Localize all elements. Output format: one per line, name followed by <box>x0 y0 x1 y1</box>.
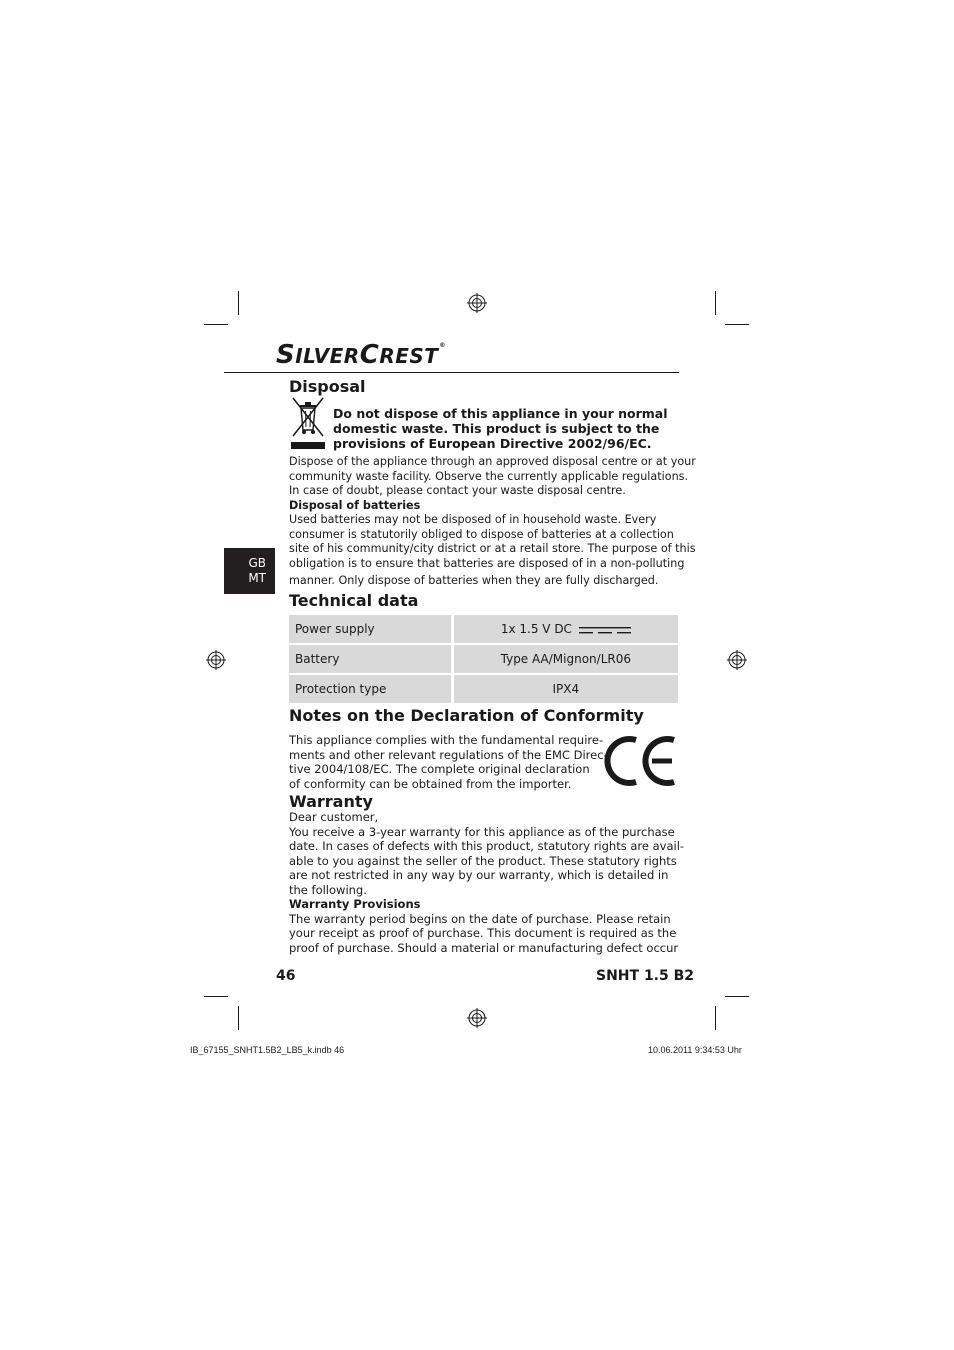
conformity-heading: Notes on the Declaration of Conformity <box>289 706 644 725</box>
disposal-paragraph <box>289 455 696 589</box>
crossed-out-bin-icon <box>289 396 327 450</box>
ce-mark-icon <box>602 734 678 788</box>
text-line: the following. <box>289 882 367 897</box>
text-line: proof of purchase. Should a material or manufacturing defect occur <box>289 940 679 955</box>
model-number: SNHT 1.5 B2 <box>596 968 695 984</box>
language-tab <box>224 548 275 594</box>
text-line: of conformity can be obtained from the importer. <box>289 776 572 791</box>
text-line: able to you against the seller of the product. These statutory rights <box>289 853 677 868</box>
registration-mark-icon <box>467 293 487 313</box>
crop-mark <box>725 996 749 997</box>
lang-code: MT <box>248 571 266 585</box>
text-line: consumer is statutorily obliged to dispose of batteries at a collection <box>289 527 674 541</box>
slug-file: IB_67155_SNHT1.5B2_LB5_k.indb 46 <box>190 1045 345 1055</box>
text-line: ments and other relevant regulations of the EMC Direc- <box>289 747 608 762</box>
text-line: Dispose of the appliance through an approved disposal centre or at your <box>289 455 696 468</box>
table-cell-label: Battery <box>289 645 451 673</box>
table-row <box>289 615 678 643</box>
batteries-heading: Disposal of batteries <box>289 498 421 512</box>
table-cell-label: Power supply <box>289 615 451 643</box>
text-line: site of his community/city district or at a retail store. The purpose of this <box>289 542 696 555</box>
text-line: Do not dispose of this appliance in your normal <box>333 406 668 421</box>
page-number: 46 <box>276 968 296 984</box>
crop-mark <box>715 291 716 315</box>
crop-mark <box>238 291 239 315</box>
text-line: provisions of European Directive 2002/96/EC. <box>333 436 652 451</box>
crop-mark <box>204 996 228 997</box>
registration-mark-icon <box>467 1008 487 1028</box>
text-line: domestic waste. This product is subject to the <box>333 421 660 436</box>
table-row <box>289 675 678 703</box>
text-line: The warranty period begins on the date of purchase. Please retain <box>289 911 671 926</box>
table-cell-value-text: 1x 1.5 V DC <box>500 622 572 636</box>
text-line: This appliance complies with the fundamental require- <box>289 733 604 747</box>
crop-mark <box>238 1006 239 1030</box>
text-line: date. In cases of defects with this product, statutory rights are avail- <box>289 839 685 853</box>
crop-mark <box>725 324 749 325</box>
text-line: In case of doubt, please contact your waste disposal centre. <box>289 484 626 497</box>
table-cell-value: Type AA/Mignon/LR06 <box>451 645 678 673</box>
provisions-heading: Warranty Provisions <box>289 897 421 911</box>
disposal-warning <box>333 406 668 451</box>
crop-mark <box>715 1006 716 1030</box>
text-line: manner. Only dispose of batteries when they are fully discharged. <box>289 574 659 587</box>
warranty-heading: Warranty <box>289 792 373 811</box>
slug-date: 10.06.2011 9:34:53 Uhr <box>648 1045 742 1055</box>
crop-mark <box>204 324 228 325</box>
technical-table <box>289 613 678 705</box>
table-cell-value: IPX4 <box>451 675 678 703</box>
table-cell-value <box>451 615 678 643</box>
lang-code: GB <box>248 556 266 570</box>
technical-heading: Technical data <box>289 591 419 610</box>
disposal-heading: Disposal <box>289 377 366 396</box>
header-rule <box>224 372 679 373</box>
brand-logo: SILVERCREST® <box>276 340 446 370</box>
text-line: are not restricted in any way by our warranty, which is detailed in <box>289 868 669 882</box>
text-line: community waste facility. Observe the currently applicable regulations. <box>289 469 689 483</box>
dc-symbol-icon <box>579 624 631 636</box>
conformity-paragraph <box>289 733 608 791</box>
text-line: your receipt as proof of purchase. This document is required as the <box>289 926 677 940</box>
text-line: Dear customer, <box>289 810 379 824</box>
text-line: obligation is to ensure that batteries are disposed of in a non-polluting <box>289 556 685 570</box>
text-line: You receive a 3-year warranty for this appliance as of the purchase <box>289 824 675 839</box>
text-line: tive 2004/108/EC. The complete original declaration <box>289 762 590 776</box>
table-cell-label: Protection type <box>289 675 451 703</box>
registration-mark-icon <box>206 650 226 670</box>
table-row <box>289 645 678 673</box>
registration-mark-icon <box>727 650 747 670</box>
text-line: Used batteries may not be disposed of in household waste. Every <box>289 513 657 526</box>
warranty-paragraph <box>289 810 684 955</box>
